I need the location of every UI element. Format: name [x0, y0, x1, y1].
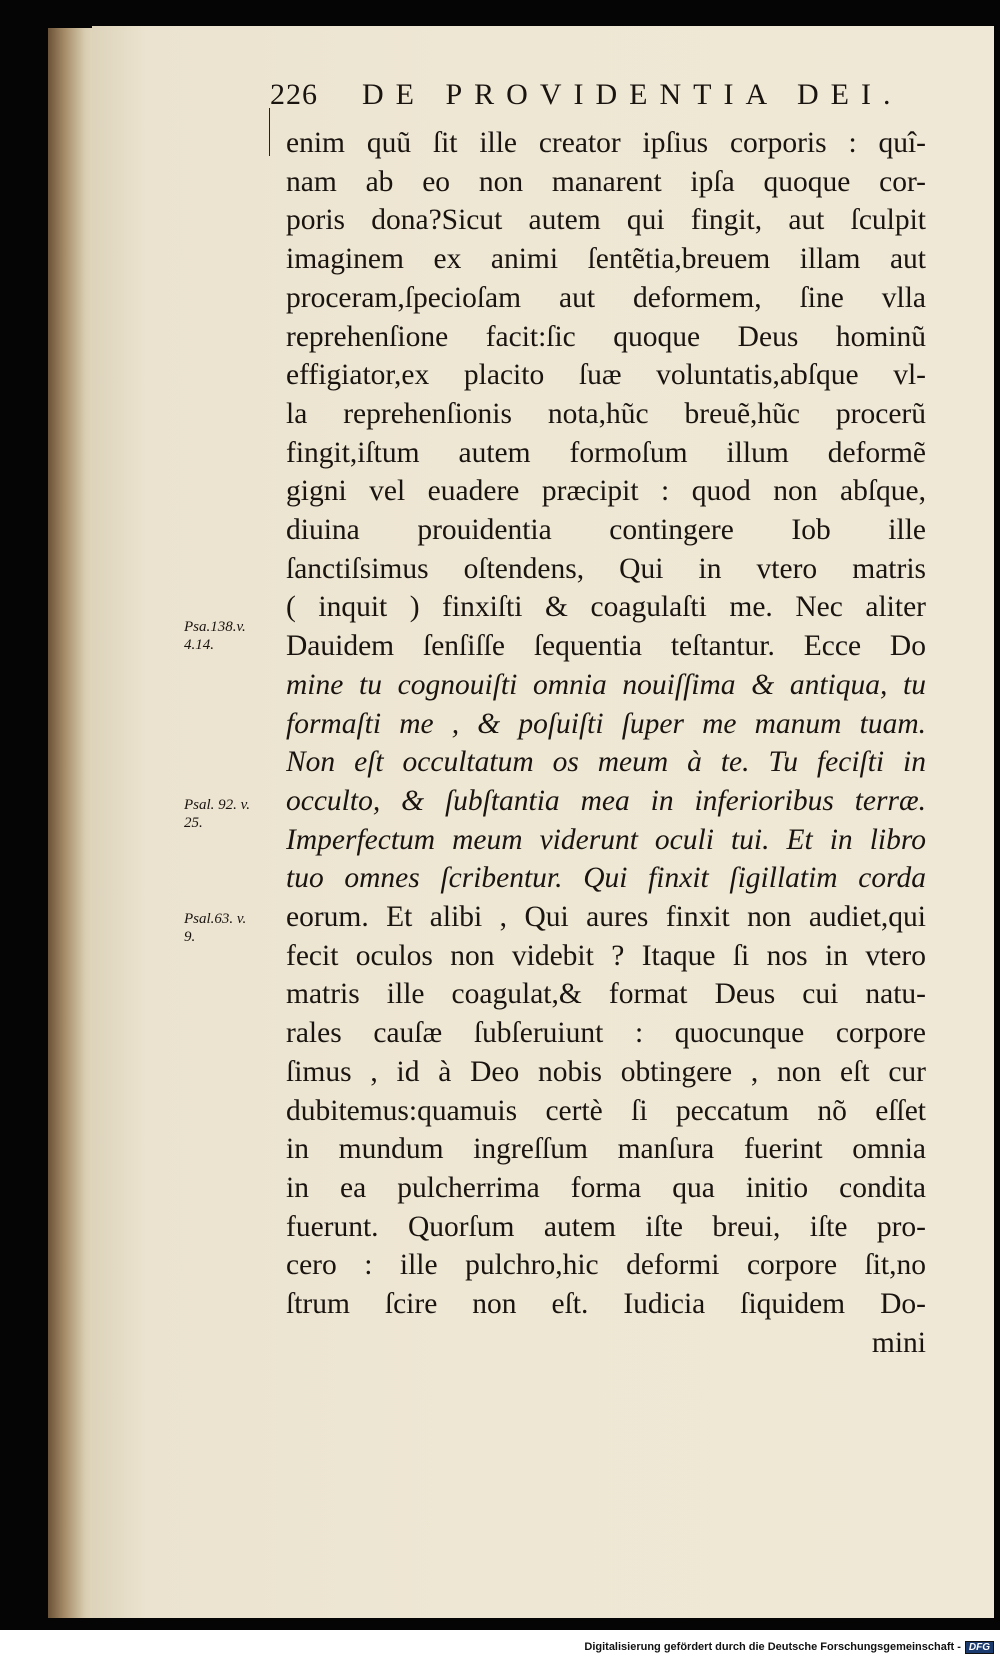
- text-line: in mundum ingreſſum manſura fuerint omnia: [286, 1133, 926, 1166]
- text-line: Non eſt occultatum os meum à te. Tu feciſti in: [286, 746, 926, 779]
- margin-note-line: 4.14.: [184, 637, 214, 653]
- credit-text: Digitalisierung gefördert durch die Deutsche Forschungsgemeinschaft -: [584, 1641, 961, 1653]
- margin-note-psalm-63: [184, 910, 284, 946]
- text-line: poris dona?Sicut autem qui fingit, aut ſculpit: [286, 204, 926, 237]
- text-line: Imperfectum meum viderunt oculi tui. Et in libro: [286, 823, 926, 856]
- body-text: [286, 124, 926, 1363]
- text-line: ſtrum ſcire non eſt. Iudicia ſiquidem Do-: [286, 1288, 926, 1321]
- margin-note-line: 25.: [184, 815, 203, 831]
- text-line: la reprehenſionis nota,hũc breuẽ,hũc procerũ: [286, 397, 926, 430]
- text-line: enim quũ ſit ille creator ipſius corporis : quî-: [286, 127, 926, 159]
- text-line: eorum. Et alibi , Qui aures finxit non audiet,qui: [286, 901, 926, 934]
- text-line: matris ille coagulat,& format Deus cui natu-: [286, 978, 926, 1011]
- text-line: fecit oculos non videbit ? Itaque ſi nos in vtero: [286, 939, 926, 972]
- digitization-credit: [584, 1641, 994, 1654]
- dfg-logo: DFG: [965, 1641, 994, 1654]
- margin-note-line: Psa.138.v.: [184, 619, 246, 635]
- text-line: imaginem ex animi ſentẽtia,breuem illam aut: [286, 243, 926, 276]
- page-spine-edge: [48, 28, 94, 1618]
- margin-note-psalm-92: [184, 796, 284, 832]
- text-line: effigiator,ex placito ſuæ voluntatis,abſque vl-: [286, 359, 926, 392]
- text-line: in ea pulcherrima forma qua initio condita: [286, 1171, 926, 1204]
- text-line: nam ab eo non manarent ipſa quoque cor-: [286, 165, 926, 198]
- text-line: reprehenſione facit:ſic quoque Deus hominũ: [286, 320, 926, 353]
- margin-note-line: Psal. 92. v.: [184, 797, 250, 813]
- text-line: ſanctiſsimus oſtendens, Qui in vtero matris: [286, 552, 926, 585]
- margin-note-psalm-138: [184, 618, 284, 654]
- running-title: DE PROVIDENTIA DEI.: [362, 78, 903, 111]
- text-line: occulto, & ſubſtantia mea in inferioribus terræ.: [286, 784, 926, 817]
- text-line: ſimus , id à Deo nobis obtingere , non eſt cur: [286, 1055, 926, 1088]
- text-line: proceram,ſpecioſam aut deformem, ſine vlla: [286, 281, 926, 314]
- text-cursor-mark: [269, 108, 270, 156]
- text-line: mine tu cognouiſti omnia nouiſſima & antiqua, tu: [286, 668, 926, 701]
- text-line: Dauidem ſenſiſſe ſequentia teſtantur. Ecce Do: [286, 630, 926, 663]
- text-line: fingit,iſtum autem formoſum illum deformẽ: [286, 436, 926, 469]
- text-line: gigni vel euadere præcipit : quod non abſque,: [286, 475, 926, 508]
- text-line: diuina prouidentia contingere Iob ille: [286, 514, 926, 547]
- text-line: rales cauſæ ſubſeruiunt : quocunque corpore: [286, 1017, 926, 1050]
- page-number: 226: [270, 78, 318, 111]
- margin-note-line: Psal.63. v.: [184, 911, 247, 927]
- text-line: dubitemus:quamuis certè ſi peccatum nõ eſſet: [286, 1094, 926, 1127]
- running-head: [270, 78, 910, 112]
- margin-note-line: 9.: [184, 929, 196, 945]
- text-line: formaſti me , & poſuiſti ſuper me manum tuam.: [286, 707, 926, 740]
- catchword: mini: [871, 1326, 926, 1359]
- text-line: fuerunt. Quorſum autem iſte breui, iſte pro-: [286, 1210, 926, 1243]
- text-line: ( inquit ) finxiſti & coagulaſti me. Nec aliter: [286, 591, 926, 624]
- text-line: cero : ille pulchro,hic deformi corpore ſit,no: [286, 1249, 926, 1282]
- text-line: tuo omnes ſcribentur. Qui finxit ſigillatim corda: [286, 862, 926, 895]
